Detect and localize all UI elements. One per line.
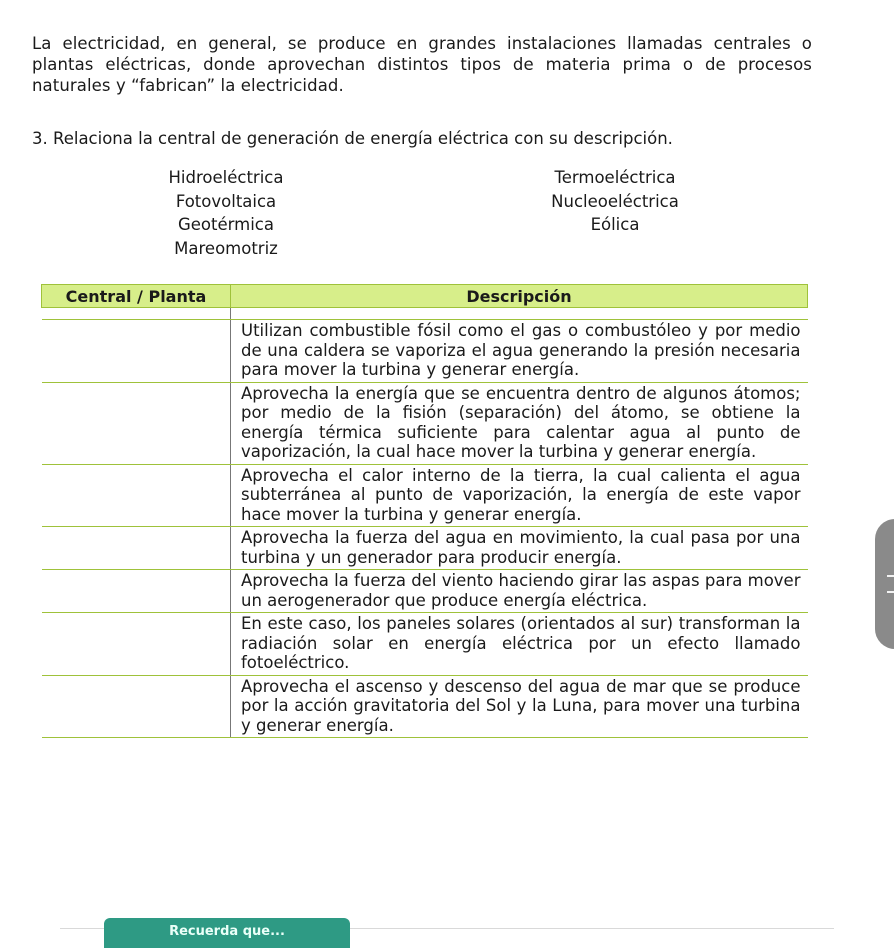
footer-banner: Recuerda que...	[104, 918, 350, 948]
table-row	[42, 382, 808, 464]
table-header-row	[42, 285, 808, 308]
footer-divider	[350, 928, 834, 929]
description-cell: En este caso, los paneles solares (orientados al sur) transforman la radiación solar en energía eléctrica por un efecto llamado fotoeléctrico.	[231, 613, 808, 676]
table-spacer-row	[42, 308, 808, 320]
description-cell: Aprovecha la fuerza del agua en movimiento, la cual pasa por una turbina y un generador para producir energía.	[231, 527, 808, 570]
answer-cell[interactable]	[42, 613, 231, 676]
option-nucleoelectrica: Nucleoeléctrica	[551, 191, 679, 211]
header-central: Central / Planta	[42, 285, 231, 308]
option-geotermica: Geotérmica	[178, 215, 274, 234]
intro-paragraph: La electricidad, en general, se produce en grandes instalaciones llamadas centrales o plantas eléctricas, donde aprovechan distintos tipos de materia prima o de procesos naturales y “fabrican” la electricidad.	[32, 34, 812, 95]
options-list-left	[110, 166, 342, 260]
answer-cell[interactable]	[42, 675, 231, 738]
answer-cell[interactable]	[42, 570, 231, 613]
table-row	[42, 464, 808, 527]
options-list-right	[500, 166, 730, 237]
option-hidroelectrica: Hidroeléctrica	[168, 168, 284, 187]
spacer-cell	[231, 308, 808, 320]
option-mareomotriz: Mareomotriz	[174, 238, 278, 258]
description-cell: Aprovecha la fuerza del viento haciendo girar las aspas para mover un aerogenerador que produce energía eléctrica.	[231, 570, 808, 613]
spacer-cell	[42, 308, 231, 320]
description-cell: Aprovecha la energía que se encuentra dentro de algunos átomos; por medio de la fisión (separación) del átomo, se obtiene la energía térmica suficiente para calentar agua al punto de vaporización, la cual hace mover la turbina y generar energía.	[231, 382, 808, 464]
answer-cell[interactable]	[42, 382, 231, 464]
table-row	[42, 675, 808, 738]
table-row	[42, 570, 808, 613]
description-cell: Aprovecha el calor interno de la tierra, la cual calienta el agua subterránea al punto de vaporización, la energía de este vapor hace mover la turbina y generar energía.	[231, 464, 808, 527]
table-row	[42, 320, 808, 383]
option-eolica: Eólica	[590, 215, 640, 234]
table-row	[42, 527, 808, 570]
description-cell: Utilizan combustible fósil como el gas o combustóleo y por medio de una caldera se vaporiza el agua generando la presión necesaria para mover la turbina y generar energía.	[231, 320, 808, 383]
answer-cell[interactable]	[42, 464, 231, 527]
option-fotovoltaica: Fotovoltaica	[175, 191, 277, 211]
matching-table	[41, 284, 808, 738]
option-termoelectrica: Termoeléctrica	[554, 168, 676, 187]
table-row	[42, 613, 808, 676]
menu-icon[interactable]	[887, 575, 894, 593]
footer-divider	[60, 928, 104, 929]
answer-cell[interactable]	[42, 320, 231, 383]
question-prompt: 3. Relaciona la central de generación de energía eléctrica con su descripción.	[32, 129, 673, 148]
answer-cell[interactable]	[42, 527, 231, 570]
description-cell: Aprovecha el ascenso y descenso del agua de mar que se produce por la acción gravitatoria del Sol y la Luna, para mover una turbina y generar energía.	[231, 675, 808, 738]
header-description: Descripción	[231, 285, 808, 308]
